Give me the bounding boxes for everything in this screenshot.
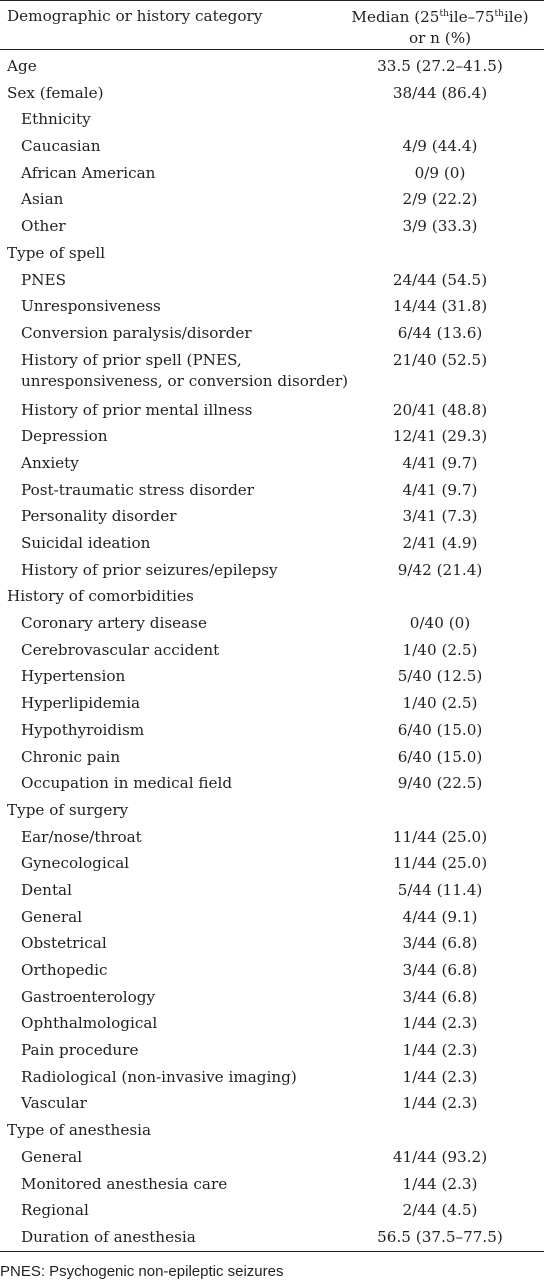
table-row [0,984,544,1011]
table-row [0,397,544,424]
table-row [0,1224,544,1251]
header-median-line2: or n (%) [408,29,472,47]
row-label [21,480,351,501]
row-label-text: General [21,1147,83,1166]
row-value: 3/44 (6.8) [402,934,478,953]
row-value: 33.5 (27.2–41.5) [377,57,503,75]
header-median [350,7,530,49]
row-label [21,773,351,794]
row-label [21,1040,351,1061]
row-label [21,350,351,392]
row-value: 4/9 (44.4) [402,137,478,156]
row-value: 56.5 (37.5–77.5) [377,1227,503,1246]
table-row [0,1117,544,1144]
row-value: 14/44 (31.8) [392,297,488,316]
row-label [21,189,351,210]
row-value: 5/44 (11.4) [397,880,483,899]
row-value: 1/44 (2.3) [402,1174,478,1193]
table-row [0,690,544,717]
row-label [21,853,351,874]
row-value: 12/41 (29.3) [392,427,488,446]
table-row [0,160,544,187]
row-label-text: Conversion paralysis/disorder [21,323,252,342]
row-label-text: Vascular [21,1094,87,1113]
row-label-text: Age [7,57,37,75]
table-row [0,744,544,771]
row-value: 1/44 (2.3) [402,1067,478,1086]
row-label-text: Orthopedic [21,961,108,979]
row-label-text: Ear/nose/throat [21,827,142,846]
row-label [7,586,337,607]
row-value: 6/44 (13.6) [397,323,483,342]
row-label-text: Gynecological [21,854,130,873]
row-value: 1/44 (2.3) [402,1041,478,1060]
row-value: 9/40 (22.5) [397,774,483,793]
row-label-text: Type of surgery [7,800,129,819]
row-label [21,747,351,768]
row-value: 1/44 (2.3) [402,1014,478,1033]
table-row [0,877,544,904]
row-label-text: History of comorbidities [7,587,194,606]
row-label-text: History of prior mental illness [21,400,253,419]
row-label [21,323,351,344]
row-value: 2/9 (22.2) [402,190,478,209]
table-row [0,477,544,504]
row-value: 6/40 (15.0) [397,720,483,739]
row-value: 21/40 (52.5) [392,350,488,369]
row-label [7,83,337,104]
header-sup-2: th [494,9,504,19]
table-row [0,663,544,690]
row-value: 24/44 (54.5) [392,270,488,289]
table-row [0,957,544,984]
table-row [0,1171,544,1198]
row-label-text: Hyperlipidemia [21,694,141,713]
row-label-text: Cerebrovascular accident [21,640,220,659]
row-label-text: Coronary artery disease [21,614,207,633]
row-value: 11/44 (25.0) [392,827,488,846]
table-row [0,320,544,347]
row-label [21,613,351,634]
row-value: 0/40 (0) [409,614,471,633]
bottom-rule [0,1251,544,1252]
table-row [0,1037,544,1064]
row-label [21,960,351,981]
table-row [0,240,544,267]
row-label [21,987,351,1008]
header-sup-1: th [439,9,449,19]
table-header [0,1,544,49]
row-label [21,907,351,928]
row-label [21,109,351,130]
row-label-text: Occupation in medical field [21,774,233,793]
row-value: 1/40 (2.5) [402,640,478,659]
row-label [21,453,351,474]
row-label [21,560,351,581]
row-label-text: Monitored anesthesia care [21,1174,228,1193]
row-label-text: Regional [21,1201,89,1220]
row-value: 9/42 (21.4) [397,560,483,579]
row-label [21,216,351,237]
row-label-text: Hypothyroidism [21,720,145,739]
row-label [21,1093,351,1114]
table-row [0,824,544,851]
row-label-text: Pain procedure [21,1041,139,1060]
row-label [21,506,351,527]
row-value: 4/41 (9.7) [402,480,478,499]
row-value: 2/41 (4.9) [402,534,478,552]
row-label-text: History of prior spell (PNES, [21,350,242,369]
row-label [7,800,337,821]
row-value: 3/41 (7.3) [402,507,478,526]
row-label-text: Depression [21,427,108,446]
table-row [0,1197,544,1224]
table-row [0,770,544,797]
row-label [7,1120,337,1141]
row-label [21,1200,351,1221]
row-label [21,640,351,661]
row-label-text: Duration of anesthesia [21,1227,196,1246]
row-label [21,400,351,421]
row-label-text: Anxiety [21,453,79,472]
table-row [0,850,544,877]
table-row [0,347,544,397]
row-label [21,533,351,554]
row-label-text: History of prior seizures/epilepsy [21,560,278,579]
row-label [21,693,351,714]
row-label-text: Other [21,217,66,236]
row-value: 4/44 (9.1) [402,907,478,926]
row-label [7,243,337,264]
table-row [0,610,544,637]
row-label [21,720,351,741]
row-label-text-line2: unresponsiveness, or conversion disorder) [21,371,349,390]
row-label-text: Gastroenterology [21,987,156,1006]
row-label-text: General [21,907,83,926]
row-value: 2/44 (4.5) [402,1201,478,1220]
row-label-text: Post-traumatic stress disorder [21,480,255,499]
row-value: 0/9 (0) [414,163,466,182]
row-label [21,1147,351,1168]
row-label-text: Caucasian [21,137,101,156]
row-label-text: Unresponsiveness [21,297,161,316]
table-row [0,530,544,557]
row-label [21,827,351,848]
row-label-text: Type of anesthesia [7,1121,152,1140]
row-label-text: Radiological (non-invasive imaging) [21,1067,297,1086]
row-label-text: Personality disorder [21,507,177,526]
table-row [0,1090,544,1117]
footnote: PNES: Psychogenic non-epileptic seizures [0,1263,284,1280]
row-label-text: Asian [21,190,64,209]
table-row [0,213,544,240]
row-value: 41/44 (93.2) [392,1147,488,1166]
header-category: Demographic or history category [7,7,263,25]
row-label-text: Ophthalmological [21,1014,158,1033]
table-row [0,293,544,320]
header-median-post: ile) [503,8,529,26]
row-label [21,666,351,687]
row-label [21,136,351,157]
table-row [0,557,544,584]
row-value: 3/44 (6.8) [402,961,478,979]
table-row [0,133,544,160]
table-row [0,503,544,530]
row-value: 11/44 (25.0) [392,854,488,873]
table-row [0,186,544,213]
table-row [0,450,544,477]
row-label [21,1174,351,1195]
table-row [0,583,544,610]
row-label-text: Chronic pain [21,747,121,766]
table-row [0,1010,544,1037]
row-label [21,296,351,317]
header-median-pre: Median (25 [351,8,440,26]
table-row [0,80,544,107]
header-median-mid: ile–75 [448,8,495,26]
table-row [0,637,544,664]
row-label-text: Obstetrical [21,934,107,953]
table-row [0,717,544,744]
table-row [0,1064,544,1091]
row-value: 1/40 (2.5) [402,694,478,713]
row-label-text: PNES [21,270,66,289]
row-label-text: Type of spell [7,243,106,262]
row-label-text: Dental [21,880,72,899]
table-body [0,50,544,1251]
table-row [0,267,544,294]
row-value: 3/44 (6.8) [402,987,478,1006]
row-label [21,880,351,901]
row-value: 6/40 (15.0) [397,747,483,766]
row-label-text: Hypertension [21,667,126,686]
table-row [0,904,544,931]
table-row [0,797,544,824]
row-value: 38/44 (86.4) [392,83,488,102]
row-label [21,1227,351,1248]
row-label-text: Suicidal ideation [21,534,151,552]
table-row [0,423,544,450]
row-label [7,56,337,77]
table-row [0,930,544,957]
row-label [21,933,351,954]
row-value: 20/41 (48.8) [392,400,488,419]
row-label [21,270,351,291]
row-label [21,426,351,447]
row-label-text: Ethnicity [21,110,91,129]
row-label [21,1013,351,1034]
row-label-text: Sex (female) [7,83,104,102]
row-value: 4/41 (9.7) [402,453,478,472]
table-row [0,1144,544,1171]
row-value: 3/9 (33.3) [402,217,478,236]
row-label [21,163,351,184]
row-value: 5/40 (12.5) [397,667,483,686]
row-label [21,1067,351,1088]
table-row [0,53,544,80]
row-label-text: African American [21,163,156,182]
row-value: 1/44 (2.3) [402,1094,478,1113]
table-row [0,106,544,133]
